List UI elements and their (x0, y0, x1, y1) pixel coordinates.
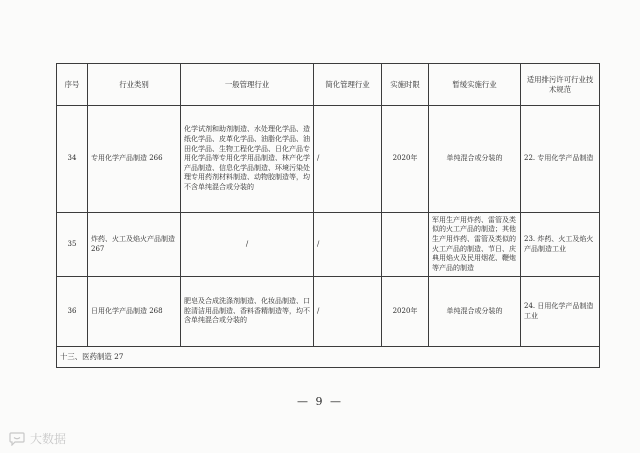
section-row (57, 347, 600, 368)
header-deferred: 暂缓实施行业 (429, 64, 521, 106)
cell-general: 肥皂及合成洗涤剂制造、化妆品制造、口腔清洁用品制造、香料香精制造等，均不含单纯混合或分装的 (181, 277, 314, 347)
cell-no: 36 (57, 277, 88, 347)
header-no: 序号 (57, 64, 88, 106)
cell-spec: 22. 专用化学产品制造 (521, 106, 600, 213)
cell-category: 日用化学产品制造 268 (88, 277, 181, 347)
cell-no: 35 (57, 213, 88, 277)
watermark (8, 430, 66, 447)
header-general: 一般管理行业 (181, 64, 314, 106)
cell-simplified: / (314, 277, 382, 347)
cell-deferred: 单纯混合或分装的 (429, 277, 521, 347)
cell-deferred: 军用生产用炸药、雷管及类似的火工产品的制造；其他生产用炸药、雷管及类似的火工产品的制造、节日、庆典用焰火及民用烟花、鞭炮等产品的制造 (429, 213, 521, 277)
header-simplified: 简化管理行业 (314, 64, 382, 106)
cell-deferred: 单纯混合或分装的 (429, 106, 521, 213)
header-spec: 适用排污许可行业技术规范 (521, 64, 600, 106)
cell-no: 34 (57, 106, 88, 213)
industry-table (56, 63, 600, 368)
table-row (57, 277, 600, 347)
cell-simplified: / (314, 106, 382, 213)
cell-deadline: 2020年 (382, 106, 429, 213)
page-number: — 9 — (297, 395, 343, 408)
cell-general: / (181, 213, 314, 277)
cell-category: 炸药、火工及焰火产品制造 267 (88, 213, 181, 277)
header-category: 行业类别 (88, 64, 181, 106)
cell-spec: 23. 炸药、火工及焰火产品制造工业 (521, 213, 600, 277)
section-title: 十三、医药制造 27 (57, 347, 600, 368)
speech-bubble-logo-icon (8, 432, 26, 446)
cell-spec: 24. 日用化学产品制造工业 (521, 277, 600, 347)
table-row (57, 213, 600, 277)
header-deadline: 实施时限 (382, 64, 429, 106)
table-row (57, 106, 600, 213)
watermark-text: 大数据 (30, 432, 67, 446)
cell-deadline (382, 213, 429, 277)
cell-general: 化学试剂和助剂制造、水处理化学品、造纸化学品、皮革化学品、油脂化学品、油田化学品、生物工程化学品、日化产品专用化学品等专用化学用品制造、林产化学产品制造、信息化学品制造、环境污染处理专用药剂材料制造、动物胶制造等，均不含单纯混合或分装的 (181, 106, 314, 213)
cell-category: 专用化学产品制造 266 (88, 106, 181, 213)
cell-deadline: 2020年 (382, 277, 429, 347)
cell-simplified: / (314, 213, 382, 277)
table-header-row (57, 64, 600, 106)
